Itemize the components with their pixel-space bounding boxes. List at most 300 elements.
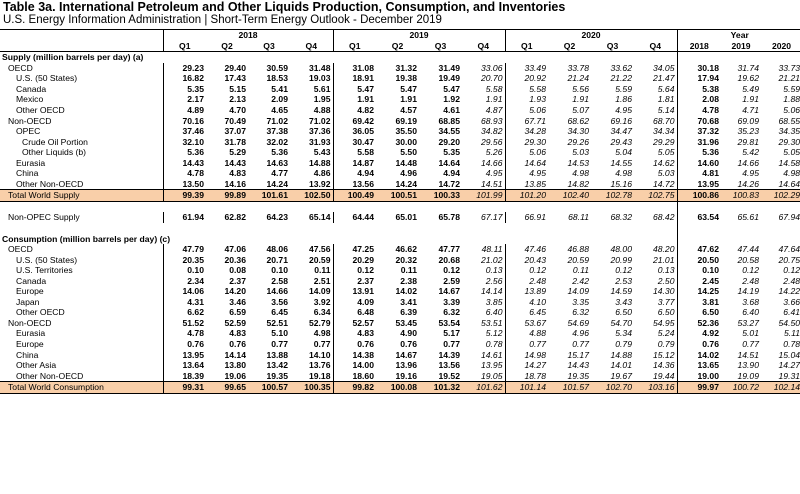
table-cell: 47.06 — [224, 244, 246, 255]
table-cell: 5.11 — [783, 328, 800, 339]
table-cell: 4.95 — [485, 168, 503, 179]
table-cell: 5.36 — [677, 147, 721, 158]
table-cell: 6.59 — [229, 307, 246, 318]
table-cell: 15.16 — [610, 178, 632, 189]
table-row — [0, 212, 800, 223]
table-cell: 4.98 — [572, 168, 589, 179]
table-cell: 67.71 — [505, 115, 548, 126]
table-cell: 20.75 — [778, 254, 800, 265]
table-cell: 101.61 — [248, 190, 290, 202]
table-cell: 0.11 — [400, 265, 417, 276]
section-heading-row — [0, 52, 800, 63]
spacer-row — [0, 223, 800, 234]
table-cell: 0.11 — [314, 265, 331, 276]
table-row — [0, 179, 800, 190]
table-cell: 5.58 — [485, 83, 503, 94]
table-cell: 14.01 — [610, 360, 632, 371]
table-cell: 71.02 — [266, 115, 288, 126]
table-cell: 3.35 — [572, 296, 589, 307]
table-cell: 14.82 — [567, 178, 589, 189]
table-cell: 6.41 — [783, 307, 800, 318]
table-cell: 14.88 — [610, 349, 632, 360]
table-cell: 48.11 — [481, 244, 503, 255]
row-label: U.S. (50 States) — [16, 73, 78, 84]
table-cell: 33.49 — [505, 63, 548, 74]
table-cell: 32.10 — [163, 136, 206, 147]
table-cell: 102.40 — [548, 190, 591, 202]
table-cell: 52.57 — [333, 318, 376, 329]
table-cell: 14.66 — [737, 157, 759, 168]
table-cell: 46.88 — [567, 244, 589, 255]
row-label: Europe — [16, 286, 44, 297]
section-heading-annual-blank — [677, 233, 800, 244]
table-row — [0, 73, 800, 84]
table-cell: 4.57 — [400, 105, 417, 115]
table-cell: 29.26 — [567, 136, 589, 147]
row-label: Other Non-OECD — [16, 370, 84, 381]
table-cell: 20.71 — [266, 254, 288, 265]
table-cell: 5.36 — [163, 147, 206, 158]
row-label: Other OECD — [16, 105, 65, 115]
table-cell: 4.98 — [615, 168, 632, 179]
table-row — [0, 318, 800, 329]
table-cell: 0.77 — [572, 339, 589, 350]
table-cell: 4.83 — [333, 328, 376, 339]
spacer-cell — [677, 223, 800, 234]
table-cell: 30.00 — [395, 136, 417, 147]
table-row — [0, 297, 800, 308]
table-cell: 6.62 — [163, 307, 206, 318]
table-cell: 0.76 — [333, 339, 376, 350]
table-cell: 13.76 — [308, 360, 331, 371]
table-cell: 1.95 — [313, 94, 331, 105]
table-cell: 30.18 — [677, 63, 721, 74]
table-cell: 53.51 — [480, 317, 503, 328]
table-cell: 20.35 — [163, 254, 206, 265]
table-cell: 48.20 — [652, 244, 675, 255]
table-cell: 4.88 — [313, 105, 331, 115]
table-cell: 14.72 — [652, 178, 675, 189]
table-cell: 4.86 — [313, 168, 331, 179]
quarter-header: Q1 — [163, 41, 206, 52]
table-cell: 68.70 — [652, 115, 675, 126]
row-label: Canada — [16, 83, 47, 94]
table-row — [0, 84, 800, 95]
table-cell: 14.14 — [224, 349, 246, 360]
table-cell: 14.88 — [308, 157, 331, 168]
table-cell: 4.78 — [677, 105, 721, 116]
table-row — [0, 158, 800, 169]
table-cell: 101.99 — [462, 190, 505, 202]
table-cell: 5.06 — [783, 105, 800, 115]
table-cell: 69.42 — [333, 115, 376, 126]
table-cell: 5.10 — [271, 328, 288, 339]
table-cell: 13.95 — [480, 360, 503, 371]
table-cell: 53.67 — [505, 318, 548, 329]
table-cell: 13.90 — [737, 360, 759, 371]
row-label: Eurasia — [16, 157, 46, 168]
table-subtitle: U.S. Energy Information Administration | Short-Term Energy Outlook - December 2019 — [3, 14, 442, 26]
table-cell: 64.44 — [333, 212, 376, 223]
table-cell: 13.80 — [224, 360, 246, 371]
table-cell: 6.50 — [677, 307, 721, 318]
table-cell: 14.16 — [224, 178, 246, 189]
table-cell: 0.12 — [333, 265, 376, 276]
table-cell: 14.06 — [163, 286, 206, 297]
table-row — [0, 63, 800, 74]
table-row — [0, 105, 800, 116]
table-cell: 0.12 — [742, 265, 759, 276]
row-label: Total World Consumption — [0, 382, 163, 394]
table-cell: 70.49 — [224, 115, 246, 126]
table-row — [0, 136, 800, 147]
table-cell: 14.59 — [610, 286, 632, 297]
table-cell: 13.65 — [677, 360, 721, 371]
table-cell: 67.17 — [480, 212, 503, 223]
row-label: OECD — [8, 244, 33, 255]
table-cell: 4.65 — [271, 105, 288, 115]
table-cell: 1.91 — [485, 94, 503, 105]
table-cell: 29.40 — [224, 62, 246, 73]
table-cell: 37.07 — [224, 126, 246, 137]
table-cell: 14.02 — [677, 349, 721, 360]
row-label: Other Liquids (b) — [22, 147, 87, 158]
table-cell: 101.32 — [419, 382, 462, 394]
table-cell: 47.62 — [677, 244, 721, 255]
table-cell: 19.52 — [438, 370, 460, 381]
table-row — [0, 190, 800, 202]
table-row — [0, 371, 800, 382]
table-cell: 5.59 — [783, 83, 800, 94]
table-cell: 21.22 — [610, 73, 632, 84]
table-cell: 0.77 — [443, 339, 460, 350]
table-cell: 31.96 — [677, 136, 721, 147]
table-cell: 0.77 — [505, 339, 548, 350]
table-cell: 51.52 — [163, 318, 206, 329]
table-cell: 4.10 — [505, 297, 548, 308]
quarter-header: Q1 — [333, 41, 376, 52]
table-row — [0, 94, 800, 105]
table-cell: 29.81 — [737, 136, 759, 147]
table-cell: 34.34 — [652, 126, 675, 137]
table-cell: 37.36 — [308, 126, 331, 137]
table-cell: 3.81 — [677, 297, 721, 308]
table-cell: 19.49 — [438, 73, 460, 84]
row-label: Europe — [16, 339, 44, 350]
table-cell: 14.53 — [567, 157, 589, 168]
table-cell: 3.41 — [400, 296, 417, 307]
table-cell: 34.35 — [778, 126, 800, 137]
row-label: Canada — [16, 275, 47, 286]
table-cell: 5.61 — [313, 83, 331, 94]
table-cell: 14.38 — [333, 349, 376, 360]
table-cell: 34.47 — [610, 126, 632, 137]
table-cell: 20.36 — [224, 254, 246, 265]
table-cell: 48.00 — [610, 244, 632, 255]
table-cell: 13.95 — [163, 349, 206, 360]
table-cell: 4.71 — [742, 105, 759, 115]
table-cell: 47.79 — [163, 244, 206, 255]
table-cell: 1.92 — [443, 94, 460, 105]
table-cell: 5.35 — [163, 84, 206, 95]
table-cell: 5.03 — [657, 168, 675, 179]
table-cell: 21.02 — [480, 254, 503, 265]
quarter-header: Q4 — [290, 41, 333, 52]
table-cell: 5.47 — [400, 83, 417, 94]
table-cell: 6.40 — [485, 307, 503, 318]
table-cell: 14.14 — [480, 286, 503, 297]
data-table — [0, 29, 800, 394]
table-cell: 101.14 — [505, 382, 548, 394]
table-cell: 47.77 — [438, 244, 460, 255]
table-cell: 2.34 — [163, 276, 206, 287]
table-cell: 0.76 — [677, 339, 721, 350]
table-cell: 13.89 — [505, 286, 548, 297]
row-label: Non-OECD — [8, 115, 52, 126]
table-cell: 100.51 — [376, 190, 419, 202]
table-cell: 5.47 — [333, 84, 376, 95]
table-cell: 2.08 — [677, 94, 721, 105]
table-cell: 13.56 — [438, 360, 460, 371]
table-cell: 14.02 — [395, 286, 417, 297]
table-row — [0, 147, 800, 158]
table-cell: 21.24 — [567, 73, 589, 84]
table-cell: 34.05 — [652, 62, 675, 73]
table-cell: 30.47 — [333, 136, 376, 147]
table-cell: 65.14 — [308, 212, 331, 223]
table-cell: 1.91 — [333, 94, 376, 105]
table-row — [0, 382, 800, 394]
table-cell: 5.35 — [443, 147, 460, 158]
table-cell: 29.43 — [610, 136, 632, 147]
table-cell: 52.59 — [224, 317, 246, 328]
table-cell: 20.29 — [333, 254, 376, 265]
table-cell: 31.74 — [737, 62, 759, 73]
table-cell: 52.79 — [308, 317, 331, 328]
table-cell: 5.38 — [677, 84, 721, 95]
table-cell: 6.34 — [313, 307, 331, 318]
table-cell: 0.79 — [657, 339, 675, 350]
table-cell: 4.94 — [333, 168, 376, 179]
title-bar — [0, 0, 800, 28]
table-cell: 5.06 — [505, 105, 548, 116]
table-cell: 5.58 — [333, 147, 376, 158]
table-cell: 4.78 — [163, 328, 206, 339]
table-cell: 5.58 — [505, 84, 548, 95]
table-cell: 102.70 — [591, 382, 634, 394]
table-cell: 4.95 — [615, 105, 632, 115]
quarter-header: Q4 — [634, 41, 677, 52]
table-cell: 4.82 — [333, 105, 376, 116]
table-row — [0, 254, 800, 265]
table-cell: 99.89 — [206, 190, 248, 202]
table-cell: 6.48 — [333, 307, 376, 318]
table-cell: 2.37 — [229, 275, 246, 286]
table-cell: 0.08 — [229, 265, 246, 276]
table-cell: 17.94 — [677, 73, 721, 84]
table-cell: 4.89 — [163, 105, 206, 116]
table-cell: 47.56 — [308, 244, 331, 255]
table-cell: 19.35 — [266, 370, 288, 381]
table-cell: 4.70 — [229, 105, 246, 115]
table-cell: 4.61 — [443, 105, 460, 115]
table-cell: 99.31 — [163, 382, 206, 394]
table-cell: 19.16 — [395, 370, 417, 381]
table-cell: 5.29 — [229, 147, 246, 158]
table-cell: 2.48 — [505, 276, 548, 287]
table-cell: 34.55 — [438, 126, 460, 137]
table-cell: 32.02 — [266, 136, 288, 147]
table-cell: 99.39 — [163, 190, 206, 202]
table-cell: 5.24 — [657, 328, 675, 339]
table-cell: 20.58 — [737, 254, 759, 265]
table-cell: 14.09 — [567, 286, 589, 297]
table-cell: 68.42 — [652, 212, 675, 223]
table-cell: 14.24 — [395, 178, 417, 189]
table-cell: 68.93 — [480, 115, 503, 126]
section-heading-row — [0, 233, 800, 244]
table-cell: 68.85 — [438, 115, 460, 126]
table-cell: 17.43 — [224, 73, 246, 84]
table-cell: 0.12 — [615, 265, 632, 276]
table-row — [0, 168, 800, 179]
table-cell: 0.13 — [657, 265, 675, 276]
table-cell: 0.77 — [742, 339, 759, 350]
table-cell: 2.53 — [615, 275, 632, 286]
table-cell: 14.72 — [438, 178, 460, 189]
table-cell: 4.09 — [333, 297, 376, 308]
row-label: Other OECD — [16, 307, 65, 318]
table-cell: 100.72 — [721, 382, 761, 394]
table-cell: 1.86 — [615, 94, 632, 105]
table-cell: 5.50 — [400, 147, 417, 158]
table-cell: 2.37 — [333, 276, 376, 287]
table-cell: 5.59 — [615, 83, 632, 94]
table-cell: 102.75 — [634, 190, 677, 202]
table-cell: 4.83 — [229, 328, 246, 339]
table-cell: 30.59 — [266, 62, 288, 73]
table-cell: 13.85 — [505, 179, 548, 190]
table-cell: 5.07 — [572, 105, 589, 115]
table-cell: 35.23 — [737, 126, 759, 137]
table-cell: 69.19 — [395, 115, 417, 126]
table-cell: 19.35 — [567, 370, 589, 381]
quarter-header-blank — [0, 41, 163, 52]
table-cell: 6.39 — [400, 307, 417, 318]
table-cell: 101.57 — [548, 382, 591, 394]
table-cell: 14.55 — [610, 157, 632, 168]
table-cell: 5.04 — [615, 147, 632, 158]
table-cell: 33.62 — [610, 62, 632, 73]
table-cell: 29.29 — [652, 136, 675, 147]
table-cell: 31.08 — [333, 63, 376, 74]
year-header-2019: 2019 — [333, 30, 505, 41]
table-cell: 19.31 — [778, 370, 800, 381]
spacer-cell — [0, 223, 677, 234]
quarter-header: Q4 — [462, 41, 505, 52]
table-cell: 2.45 — [677, 276, 721, 287]
table-cell: 4.96 — [572, 328, 589, 339]
table-cell: 33.73 — [778, 62, 800, 73]
spacer-row — [0, 201, 800, 212]
table-cell: 14.64 — [778, 178, 800, 189]
row-label: Non-OECD — [8, 317, 52, 328]
spacer-cell — [0, 201, 677, 212]
table-cell: 14.27 — [778, 360, 800, 371]
table-cell: 19.00 — [677, 371, 721, 382]
table-cell: 2.48 — [742, 275, 759, 286]
table-cell: 3.66 — [783, 296, 800, 307]
table-cell: 37.46 — [163, 126, 206, 137]
table-cell: 14.66 — [266, 286, 288, 297]
table-cell: 13.96 — [395, 360, 417, 371]
table-cell: 14.39 — [438, 349, 460, 360]
table-cell: 19.05 — [480, 370, 503, 381]
table-cell: 14.48 — [395, 157, 417, 168]
table-cell: 0.10 — [163, 265, 206, 276]
table-cell: 6.40 — [742, 307, 759, 318]
table-cell: 5.17 — [443, 328, 460, 339]
table-cell: 66.91 — [505, 212, 548, 223]
table-title: Table 3a. International Petroleum and Other Liquids Production, Consumption, and Inventories — [3, 0, 566, 14]
table-row — [0, 265, 800, 276]
table-cell: 18.91 — [333, 73, 376, 84]
row-label: U.S. Territories — [16, 265, 73, 276]
table-cell: 100.49 — [333, 190, 376, 202]
row-label: OECD — [8, 62, 33, 73]
table-cell: 69.09 — [737, 115, 759, 126]
table-cell: 53.27 — [737, 317, 759, 328]
table-cell: 0.12 — [443, 265, 460, 276]
table-row — [0, 286, 800, 297]
table-cell: 14.24 — [266, 178, 288, 189]
row-label: OPEC — [16, 126, 41, 137]
table-cell: 2.42 — [572, 275, 589, 286]
table-cell: 99.97 — [677, 382, 721, 394]
quarter-header: Q2 — [548, 41, 591, 52]
table-cell: 14.60 — [677, 158, 721, 169]
table-cell: 5.03 — [572, 147, 589, 158]
table-cell: 14.51 — [480, 178, 503, 189]
table-cell: 5.64 — [657, 83, 675, 94]
table-cell: 13.56 — [333, 179, 376, 190]
table-cell: 20.99 — [610, 254, 632, 265]
table-cell: 19.09 — [737, 370, 759, 381]
table-cell: 14.87 — [333, 158, 376, 169]
table-cell: 47.44 — [737, 244, 759, 255]
table-cell: 5.12 — [485, 328, 503, 339]
table-cell: 3.68 — [742, 296, 759, 307]
table-cell: 99.82 — [333, 382, 376, 394]
table-cell: 68.11 — [568, 212, 589, 223]
table-cell: 16.82 — [163, 73, 206, 84]
table-cell: 4.88 — [505, 328, 548, 339]
quarter-header: Q3 — [248, 41, 290, 52]
table-cell: 14.10 — [308, 349, 331, 360]
table-cell: 21.47 — [652, 73, 675, 84]
section-heading-annual-blank — [677, 52, 800, 63]
table-cell: 14.19 — [737, 286, 759, 297]
table-cell: 2.56 — [485, 275, 503, 286]
table-cell: 54.50 — [778, 317, 800, 328]
table-cell: 68.32 — [610, 212, 632, 223]
table-cell: 13.92 — [308, 178, 331, 189]
table-cell: 14.25 — [677, 286, 721, 297]
table-cell: 14.51 — [737, 349, 759, 360]
table-cell: 0.77 — [271, 339, 288, 350]
table-row — [0, 339, 800, 350]
table-cell: 20.50 — [677, 254, 721, 265]
